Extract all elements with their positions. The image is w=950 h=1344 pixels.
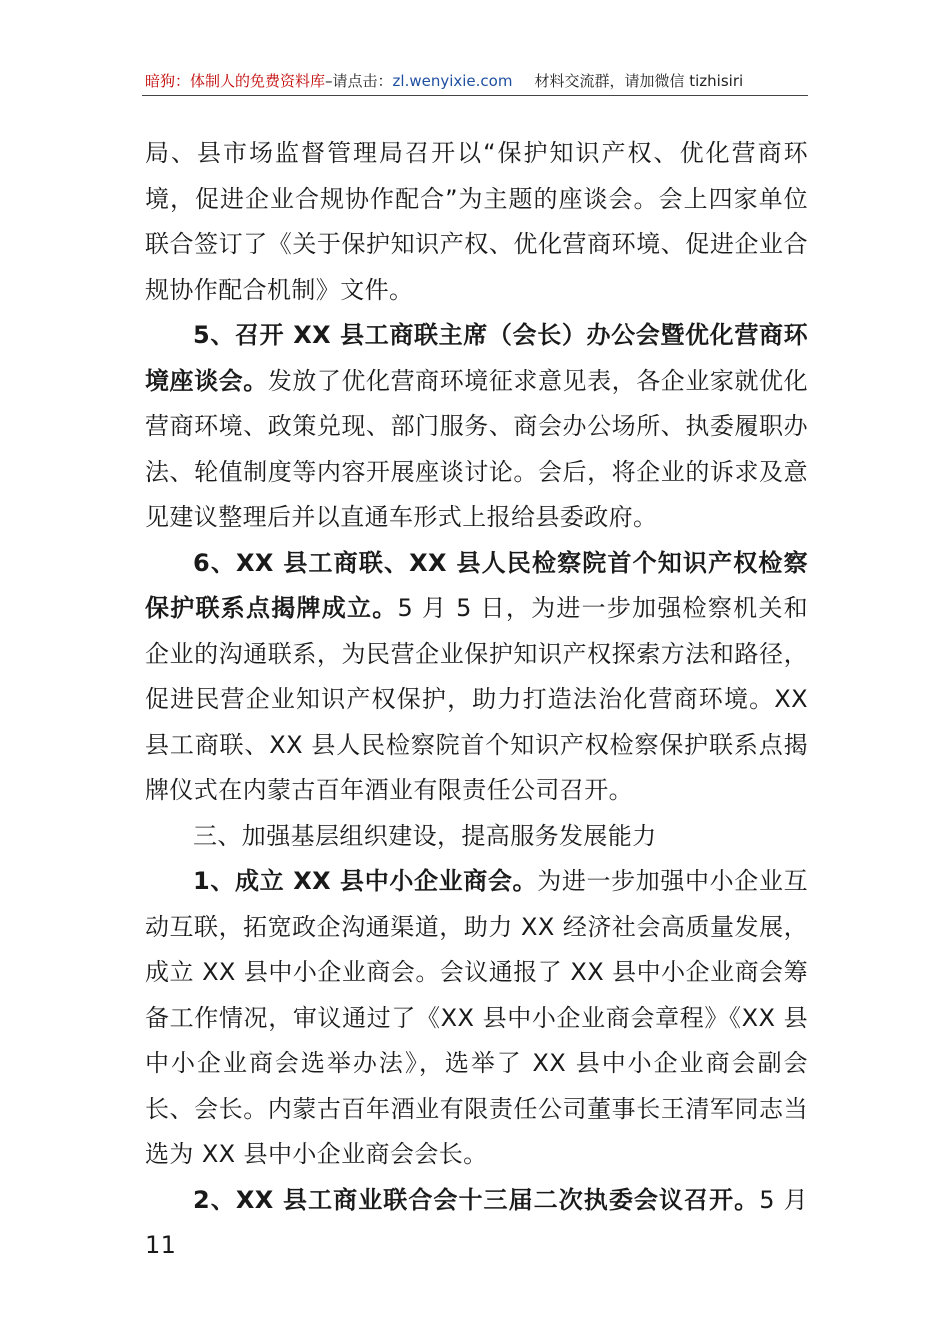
paragraph-continuation: 局、县市场监督管理局召开以“保护知识产权、优化营商环境，促进企业合规协作配合”为主题的座谈会。会上四家单位联合签订了《关于保护知识产权、优化营商环境、促进企业合规协作配合机制》文件。 <box>145 139 808 304</box>
paragraph-item-5 <box>145 313 808 541</box>
item-heading: 2、XX 县工商业联合会十三届二次执委会议召开。 <box>193 1185 760 1214</box>
page-header <box>145 70 808 92</box>
section-heading-3: 三、加强基层组织建设，提高服务发展能力 <box>193 821 657 850</box>
item-heading: 5、召开 XX 县工商联主席（会长）办公会暨优化营商环境座谈会。 <box>145 321 808 395</box>
item-body: 发放了优化营商环境征求意见表，各企业家就优化营商环境、政策兑现、部门服务、商会办公场所、执委履职办法、轮值制度等内容开展座谈讨论。会后，将企业的诉求及意见建议整理后并以直通车形式上报给县委政府。 <box>145 366 808 531</box>
header-brand: 暗狗：体制人的免费资料库 <box>145 72 326 90</box>
document-body <box>145 131 808 1269</box>
paragraph-item-2 <box>145 1178 808 1269</box>
paragraph-item-1 <box>145 859 808 1178</box>
item-body: 为进一步加强中小企业互动互联，拓宽政企沟通渠道，助力 XX 经济社会高质量发展，成立 XX 县中小企业商会。会议通报了 XX 县中小企业商会筹备工作情况，审议通过了《XX 县中小企业商会章程》《XX 县中小企业商会选举办法》，选举了 XX 县中小企业商会副会长、会长。内蒙古百年酒业有限责任公司董事长王清军同志当选为 XX 县中小企业商会会长。 <box>145 867 808 1168</box>
item-heading: 6、XX 县工商联、XX 县人民检察院首个知识产权检察保护联系点揭牌成立。 <box>145 548 808 622</box>
header-url-link[interactable]: zl.wenyixie.com <box>392 72 513 90</box>
item-body: 5 月 11 <box>145 1185 808 1259</box>
header-click-prompt: –请点击： <box>325 72 393 90</box>
item-heading: 1、成立 XX 县中小企业商会。 <box>193 867 538 895</box>
header-wechat-note: 材料交流群，请加微信 tizhisiri <box>534 72 744 90</box>
paragraph-item-6 <box>145 541 808 814</box>
item-body: 5 月 5 日，为进一步加强检察机关和企业的沟通联系，为民营企业保护知识产权探索方法和路径，促进民营企业知识产权保护，助力打造法治化营商环境。XX 县工商联、XX 县人民检察院首个知识产权检察保护联系点揭牌仪式在内蒙古百年酒业有限责任公司召开。 <box>145 594 808 804</box>
header-divider <box>142 95 808 96</box>
